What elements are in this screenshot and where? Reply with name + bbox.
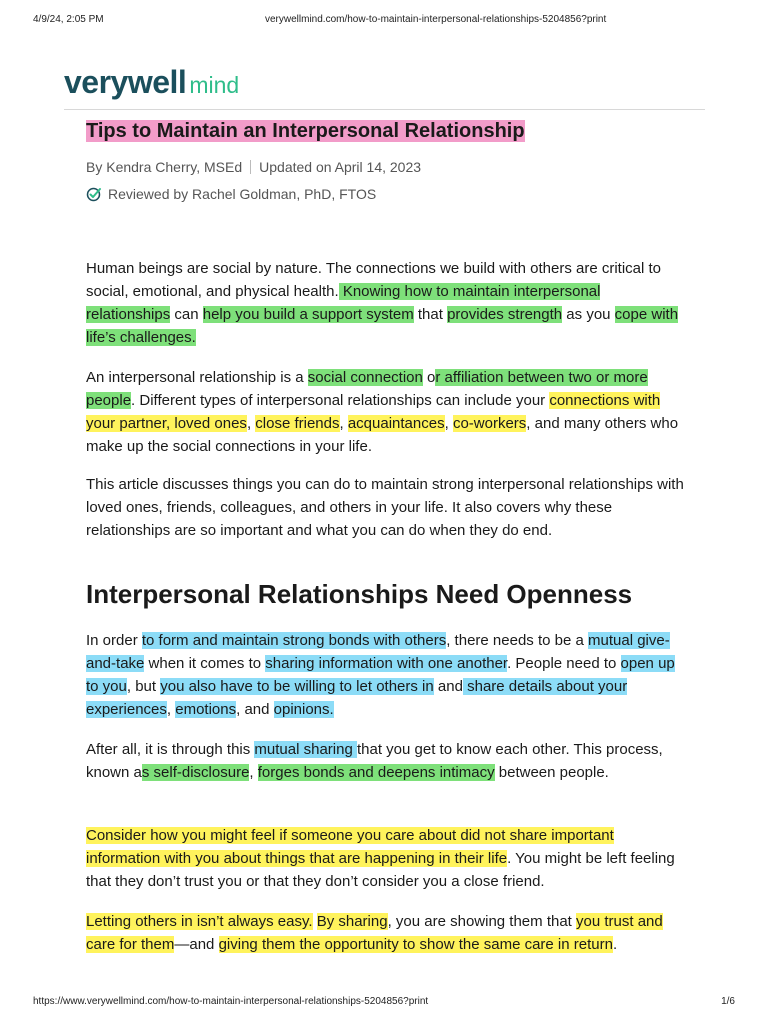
highlight-blue: to form and maintain strong bonds with others [141, 632, 447, 649]
reviewer-link[interactable]: Reviewed by Rachel Goldman, PhD, FTOS [108, 186, 377, 202]
highlight-yellow: co-workers [452, 415, 527, 432]
highlight-green: cope with life’s challenges. [86, 306, 679, 346]
logo-verywell: verywell [64, 64, 187, 100]
text-run: , there needs to be a [446, 632, 588, 649]
section-paragraph-2 [86, 738, 686, 784]
highlight-blue: emotions [175, 701, 237, 718]
text-run: In order [86, 632, 142, 649]
text-run: o [422, 369, 436, 386]
highlight-yellow: acquaintances [347, 415, 445, 432]
text-run: , [246, 415, 256, 432]
highlight-yellow: By sharing [316, 913, 388, 930]
text-run: . [612, 936, 618, 953]
highlight-blue: sharing information with one another [265, 655, 508, 672]
check-circle-icon [86, 186, 102, 202]
text-run: After all, it is through this [86, 741, 255, 758]
author-link[interactable]: By Kendra Cherry, MSEd [86, 159, 243, 175]
section-heading: Interpersonal Relationships Need Openness [86, 579, 633, 609]
article-title [86, 118, 525, 144]
text-run: , and [236, 701, 274, 718]
highlight-green: help you build a support system [202, 306, 414, 323]
text-run: Human beings are social by nature. The connections we build with others are critical to social, emotional, and physical health. [86, 260, 662, 300]
text-run: This article discusses things you can do to maintain strong interpersonal relationships with loved ones, friends, colleagues, and others in your life. It also covers why these relationships are so important and what you can do when they do end. [86, 476, 684, 539]
highlight-yellow: Letting others in isn’t always easy. [86, 913, 313, 930]
section-paragraph-1 [86, 629, 686, 721]
highlight-blue: mutual give-and-take [86, 632, 670, 672]
text-run: , but [126, 678, 161, 695]
section-paragraph-4 [86, 910, 686, 956]
highlight-green: provides strength [447, 306, 563, 323]
highlight-green: Knowing how to maintain interpersonal relationships [86, 283, 601, 323]
highlight-yellow: close friends [255, 415, 340, 432]
highlight-green: r affiliation between two or more people [86, 369, 648, 409]
byline-separator [250, 160, 251, 174]
text-run: that [413, 306, 448, 323]
highlight-yellow: you trust and care for them [86, 913, 663, 953]
highlight-yellow: Consider how you might feel if someone you care about did not share important information with you about things that are happening in their life [86, 827, 614, 867]
highlight-blue: mutual sharing [254, 741, 357, 758]
highlight-blue: open up to you [86, 655, 675, 695]
text-run: , [166, 701, 176, 718]
highlight-green: social connection [307, 369, 423, 386]
text-run: between people. [494, 764, 609, 781]
text-run: , [249, 764, 258, 781]
text-run: , and many others who make up the social connections in your life. [86, 415, 679, 455]
text-run: . You might be left feeling that they don’t trust you or that they don’t consider you a close friend. [86, 850, 675, 890]
article-title-text: Tips to Maintain an Interpersonal Relationship [86, 120, 525, 142]
text-run: An interpersonal relationship is a [86, 369, 308, 386]
text-run: when it comes to [144, 655, 266, 672]
page-number: 1/6 [721, 996, 735, 1007]
text-run: —and [174, 936, 219, 953]
section-paragraph-3 [86, 824, 686, 893]
text-run: , you are showing them that [387, 913, 576, 930]
logo-mind: mind [189, 72, 240, 98]
highlight-yellow: connections with your partner, loved ones [86, 392, 661, 432]
text-run: , [339, 415, 348, 432]
intro-paragraph-3 [86, 473, 686, 542]
highlight-blue: you also have to be willing to let others in [160, 678, 434, 695]
highlight-green: s self-disclosure [141, 764, 250, 781]
text-run: can [170, 306, 203, 323]
highlight-blue: opinions. [273, 701, 334, 718]
print-url: verywellmind.com/how-to-maintain-interpersonal-relationships-5204856?print [265, 14, 607, 25]
print-datetime: 4/9/24, 2:05 PM [33, 14, 104, 25]
text-run: , [444, 415, 453, 432]
reviewed-by [86, 186, 376, 202]
highlight-blue: share details about your experiences [86, 678, 628, 718]
text-run: . Different types of interpersonal relationships can include your [131, 392, 550, 409]
footer-url: https://www.verywellmind.com/how-to-maintain-interpersonal-relationships-5204856?print [33, 996, 429, 1007]
highlight-yellow: giving them the opportunity to show the same care in return [218, 936, 613, 953]
text-run: and [433, 678, 463, 695]
byline [86, 159, 421, 175]
text-run: . People need to [507, 655, 621, 672]
text-run: as you [562, 306, 615, 323]
site-logo[interactable] [64, 64, 239, 104]
header-divider [64, 109, 705, 110]
updated-date: Updated on April 14, 2023 [259, 159, 422, 175]
highlight-green: forges bonds and deepens intimacy [257, 764, 495, 781]
text-run: that you get to know each other. This process, known a [86, 741, 663, 781]
intro-paragraph-2 [86, 366, 686, 458]
intro-paragraph-1 [86, 257, 686, 349]
